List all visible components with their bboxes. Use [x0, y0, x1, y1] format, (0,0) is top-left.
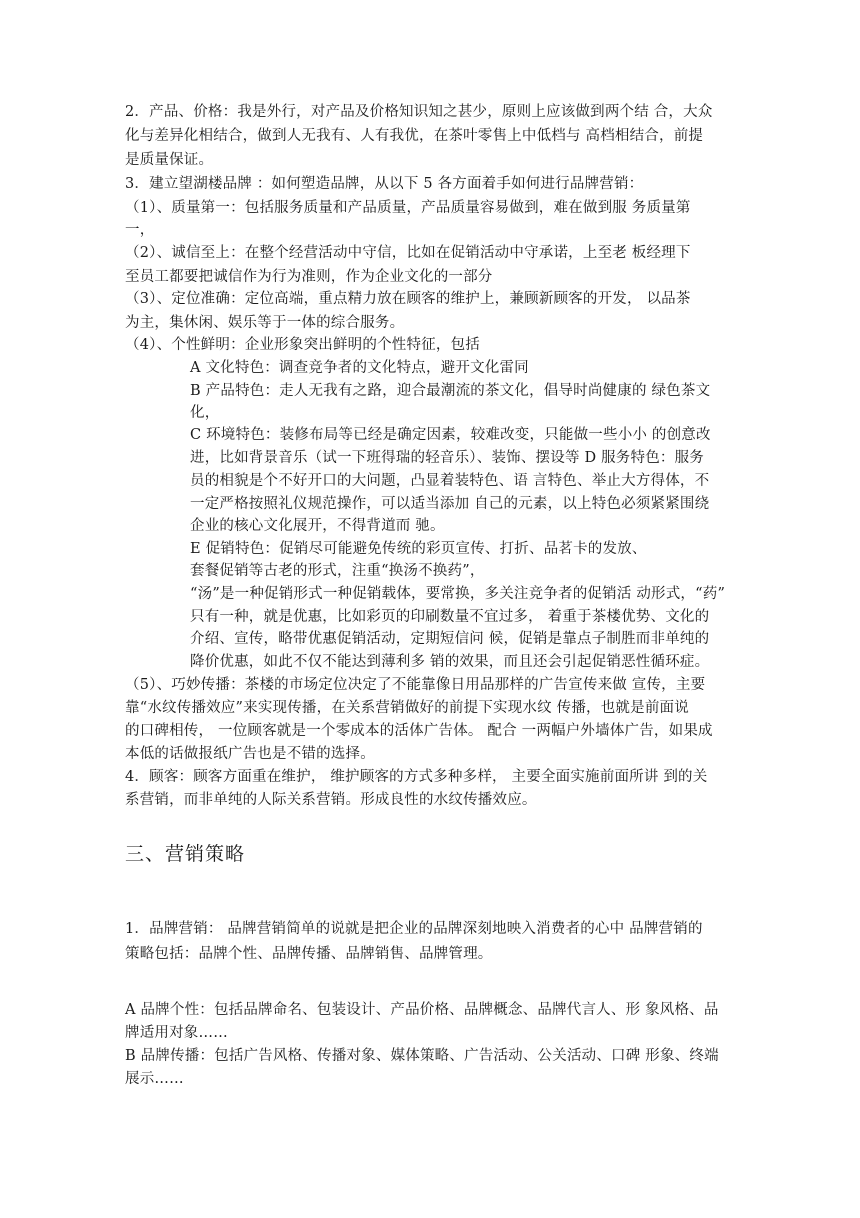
paragraph-line: （1）、质量第一：包括服务质量和产品质量，产品质量容易做到，难在做到服 务质量第: [125, 200, 691, 216]
feature-line: 一定严格按照礼仪规范操作，可以适当添加 自己的元素，以上特色必须紧紧围绕: [190, 496, 710, 512]
paragraph-line: 本低的话做报纸广告也是不错的选择。: [125, 746, 375, 762]
feature-line: 员的相貌是个不好开口的大问题，凸显着装特色、语 言特色、举止大方得体，不: [190, 473, 710, 489]
paragraph-line: 展示……: [125, 1071, 184, 1087]
paragraph-line: 4．顾客：顾客方面重在维护， 维护顾客的方式多种多样， 主要全面实施前面所讲 到的关: [125, 769, 708, 785]
paragraph-line: 化与差异化相结合，做到人无我有、人有我优，在茶叶零售上中低档与 高档相结合，前提: [125, 128, 704, 144]
paragraph-line: 1．品牌营销： 品牌营销简单的说就是把企业的品牌深刻地映入消费者的心中 品牌营销的: [125, 921, 703, 937]
paragraph-line: 一，: [125, 222, 155, 238]
feature-line: E 促销特色：促销尽可能避免传统的彩页宣传、打折、品茗卡的发放、: [190, 541, 647, 557]
feature-line: 进，比如背景音乐（试一下班得瑞的轻音乐）、装饰、摆设等 D 服务特色：服务: [190, 450, 704, 466]
paragraph-line: B 品牌传播：包括广告风格、传播对象、媒体策略、广告活动、公关活动、口碑 形象、终端: [125, 1048, 719, 1064]
paragraph-line: 系营销，而非单纯的人际关系营销。形成良性的水纹传播效应。: [125, 792, 537, 808]
paragraph-line: 2．产品、价格：我是外行，对产品及价格知识知之甚少，原则上应该做到两个结 合，大众: [125, 104, 713, 120]
paragraph-line: （2）、诚信至上：在整个经营活动中守信，比如在促销活动中守承诺，上至老 板经理下: [125, 245, 691, 261]
paragraph-line: 为主，集休闲、娱乐等于一体的综合服务。: [125, 315, 405, 331]
feature-line: 套餐促销等古老的形式，注重“换汤不换药”，: [190, 563, 485, 579]
feature-line: 企业的核心文化展开，不得背道而 驰。: [190, 518, 445, 534]
paragraph-line: （4）、个性鲜明：企业形象突出鲜明的个性特征，包括: [125, 337, 480, 353]
paragraph-line: 是质量保证。: [125, 152, 214, 168]
feature-line: C 环境特色：装修布局等已经是确定因素，较难改变，只能做一些小小 的创意改: [190, 427, 711, 443]
paragraph-line: 靠“水纹传播效应”来实现传播，在关系营销做好的前提下实现水纹 传播，也就是前面说: [125, 700, 689, 716]
feature-line: B 产品特色：走人无我有之路，迎合最潮流的茶文化，倡导时尚健康的 绿色茶文: [190, 383, 711, 399]
paragraph-line: 策略包括：品牌个性、品牌传播、品牌销售、品牌管理。: [125, 946, 493, 962]
feature-line: “汤”是一种促销形式一种促销载体，要常换，多关注竞争者的促销活 动形式，“药”: [190, 586, 726, 602]
feature-line: A 文化特色：调查竞争者的文化特点，避开文化雷同: [190, 360, 529, 376]
paragraph-line: A 品牌个性：包括品牌命名、包装设计、产品价格、品牌概念、品牌代言人、形 象风格、品: [125, 1002, 719, 1018]
feature-line: 介绍、宣传，略带优惠促销活动，定期短信问 候，促销是靠点子制胜而非单纯的: [190, 631, 710, 647]
paragraph-line: （3）、定位准确：定位高端，重点精力放在顾客的维护上，兼顾新顾客的开发， 以品茶: [125, 291, 691, 307]
paragraph-line: 牌适用对象……: [125, 1025, 228, 1041]
section-heading: 三、营销策略: [125, 843, 246, 865]
feature-line: 降价优惠，如此不仅不能达到薄利多 销的效果，而且还会引起促销恶性循环症。: [190, 654, 710, 670]
feature-line: 只有一种，就是优惠，比如彩页的印刷数量不宜过多， 着重于茶楼优势、文化的: [190, 609, 710, 625]
feature-line: 化，: [190, 405, 220, 421]
paragraph-line: （5）、巧妙传播：茶楼的市场定位决定了不能靠像日用品那样的广告宣传来做 宣传，主要: [125, 677, 706, 693]
paragraph-line: 的口碑相传， 一位顾客就是一个零成本的活体广告体。 配合 一两幅户外墙体广告，如果成: [125, 723, 713, 739]
paragraph-line: 3．建立望湖楼品牌 ：如何塑造品牌，从以下 5 各方面着手如何进行品牌营销：: [125, 176, 644, 192]
paragraph-line: 至员工都要把诚信作为行为准则，作为企业文化的一部分: [125, 269, 493, 285]
